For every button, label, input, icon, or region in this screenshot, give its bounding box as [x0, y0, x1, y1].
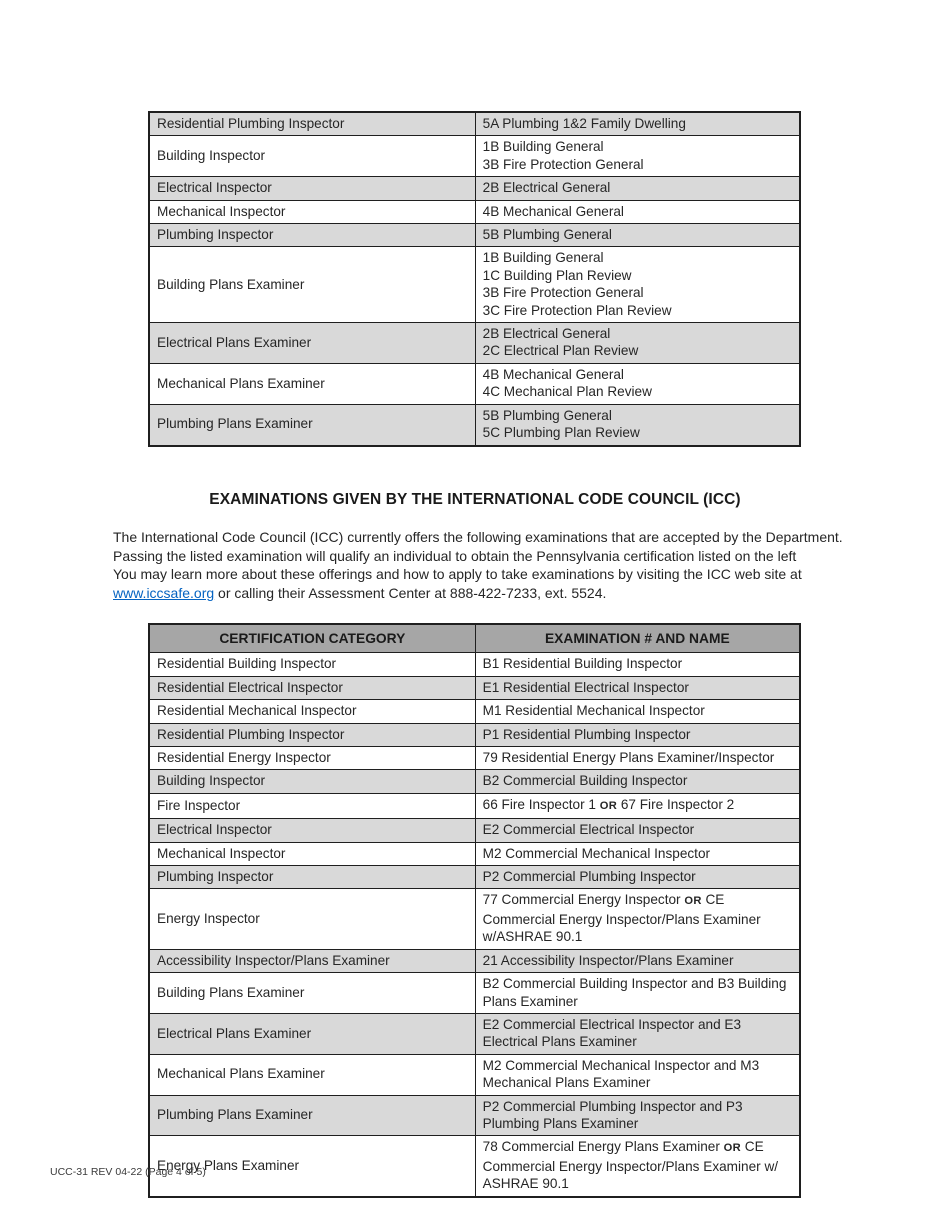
table-row — [149, 363, 800, 404]
table-row — [149, 653, 800, 676]
table-row — [149, 842, 800, 865]
certification-category-cell: Electrical Plans Examiner — [149, 323, 475, 364]
table-row — [149, 676, 800, 699]
certification-category-cell: Building Plans Examiner — [149, 247, 475, 323]
certification-category-cell: Residential Plumbing Inspector — [149, 112, 475, 136]
certification-category-cell: Plumbing Inspector — [149, 224, 475, 247]
certification-category-cell: Plumbing Plans Examiner — [149, 1095, 475, 1136]
certification-category-cell: Mechanical Inspector — [149, 200, 475, 223]
certification-category-cell: Plumbing Plans Examiner — [149, 404, 475, 445]
examination-cell: P1 Residential Plumbing Inspector — [475, 723, 800, 746]
examination-cell: 2B Electrical General — [475, 177, 800, 200]
examination-cell: P2 Commercial Plumbing Inspector — [475, 866, 800, 889]
or-conjunction: OR — [599, 799, 618, 812]
certification-category-cell: Plumbing Inspector — [149, 866, 475, 889]
examination-cell: P2 Commercial Plumbing Inspector and P3 Plumbing Plans Examiner — [475, 1095, 800, 1136]
intro-after-link-text: or calling their Assessment Center at 888-422-7233, ext. 5524. — [214, 585, 607, 602]
table-row — [149, 1095, 800, 1136]
icc-exams-table-section — [148, 623, 801, 1198]
table-row — [149, 1136, 800, 1197]
table-row — [149, 247, 800, 323]
examination-cell: 78 Commercial Energy Plans Examiner OR CE Commercial Energy Inspector/Plans Examiner w/ ASHRAE 90.1 — [475, 1136, 800, 1197]
table-row — [149, 404, 800, 445]
certification-category-cell: Energy Plans Examiner — [149, 1136, 475, 1197]
certification-category-cell: Electrical Plans Examiner — [149, 1013, 475, 1054]
table-row — [149, 700, 800, 723]
icc-exams-table-body — [149, 653, 800, 1197]
section-heading: EXAMINATIONS GIVEN BY THE INTERNATIONAL CODE COUNCIL (ICC) — [209, 491, 741, 508]
page-footer: UCC-31 REV 04-22 (Page 4 of 5) — [50, 1166, 206, 1178]
intro-line-2: Passing the listed examination will qualify an individual to obtain the Pennsylvania certification listed on the left — [113, 547, 797, 564]
examination-cell: E1 Residential Electrical Inspector — [475, 676, 800, 699]
examination-cell: 1B Building General 1C Building Plan Review 3B Fire Protection General 3C Fire Protection Plan Review — [475, 247, 800, 323]
table-row — [149, 866, 800, 889]
header-row — [149, 624, 800, 653]
intro-line-3: You may learn more about these offerings and how to apply to take examinations by visiting the ICC web site at — [113, 566, 802, 583]
certification-category-cell: Building Plans Examiner — [149, 973, 475, 1014]
table-row — [149, 949, 800, 972]
examination-cell: E2 Commercial Electrical Inspector and E3 Electrical Plans Examiner — [475, 1013, 800, 1054]
examination-cell: 66 Fire Inspector 1 OR 67 Fire Inspector 2 — [475, 793, 800, 818]
or-conjunction: OR — [684, 895, 702, 908]
table-row — [149, 136, 800, 177]
examination-cell: 5A Plumbing 1&2 Family Dwelling — [475, 112, 800, 136]
table-row — [149, 224, 800, 247]
table-row — [149, 112, 800, 136]
table-row — [149, 747, 800, 770]
examination-cell: M2 Commercial Mechanical Inspector — [475, 842, 800, 865]
icc-exams-table — [148, 623, 801, 1198]
certification-category-cell: Residential Plumbing Inspector — [149, 723, 475, 746]
table-row — [149, 1054, 800, 1095]
table-row — [149, 889, 800, 949]
examination-cell: B2 Commercial Building Inspector and B3 Building Plans Examiner — [475, 973, 800, 1014]
table-row — [149, 200, 800, 223]
certification-category-cell: Mechanical Plans Examiner — [149, 363, 475, 404]
table-row — [149, 177, 800, 200]
state-exams-table-body — [149, 112, 800, 446]
intro-line-4 — [113, 584, 858, 603]
table-row — [149, 1013, 800, 1054]
examination-cell: 2B Electrical General 2C Electrical Plan Review — [475, 323, 800, 364]
certification-category-cell: Building Inspector — [149, 770, 475, 793]
certification-category-cell: Residential Building Inspector — [149, 653, 475, 676]
table-row — [149, 723, 800, 746]
column-header-examination-name: EXAMINATION # AND NAME — [475, 624, 800, 653]
table-row — [149, 819, 800, 842]
examination-cell: M1 Residential Mechanical Inspector — [475, 700, 800, 723]
certification-category-cell: Residential Electrical Inspector — [149, 676, 475, 699]
certification-category-cell: Energy Inspector — [149, 889, 475, 949]
examination-cell: M2 Commercial Mechanical Inspector and M3 Mechanical Plans Examiner — [475, 1054, 800, 1095]
examination-cell: 77 Commercial Energy Inspector OR CE Commercial Energy Inspector/Plans Examiner w/ASHRAE 90.1 — [475, 889, 800, 949]
column-header-certification-category: CERTIFICATION CATEGORY — [149, 624, 475, 653]
icc-exams-table-head — [149, 624, 800, 653]
certification-category-cell: Accessibility Inspector/Plans Examiner — [149, 949, 475, 972]
intro-line-1: The International Code Council (ICC) currently offers the following examinations that are accepted by the Department. — [113, 529, 843, 545]
examination-cell: 4B Mechanical General 4C Mechanical Plan Review — [475, 363, 800, 404]
intro-paragraph — [113, 528, 858, 603]
or-conjunction: OR — [723, 1142, 741, 1155]
examination-cell: B2 Commercial Building Inspector — [475, 770, 800, 793]
table-row — [149, 770, 800, 793]
certification-category-cell: Mechanical Inspector — [149, 842, 475, 865]
certification-category-cell: Residential Energy Inspector — [149, 747, 475, 770]
examination-cell: 5B Plumbing General 5C Plumbing Plan Review — [475, 404, 800, 445]
examination-cell: 79 Residential Energy Plans Examiner/Inspector — [475, 747, 800, 770]
state-exams-table — [148, 111, 801, 447]
certification-category-cell: Mechanical Plans Examiner — [149, 1054, 475, 1095]
examination-cell: 21 Accessibility Inspector/Plans Examiner — [475, 949, 800, 972]
certification-category-cell: Electrical Inspector — [149, 819, 475, 842]
table-row — [149, 323, 800, 364]
examination-cell: 4B Mechanical General — [475, 200, 800, 223]
certification-category-cell: Electrical Inspector — [149, 177, 475, 200]
examination-cell: B1 Residential Building Inspector — [475, 653, 800, 676]
examination-cell: 1B Building General 3B Fire Protection General — [475, 136, 800, 177]
certification-category-cell: Building Inspector — [149, 136, 475, 177]
certification-category-cell: Fire Inspector — [149, 793, 475, 818]
table-row — [149, 973, 800, 1014]
certification-category-cell: Residential Mechanical Inspector — [149, 700, 475, 723]
examination-cell: 5B Plumbing General — [475, 224, 800, 247]
examination-cell: E2 Commercial Electrical Inspector — [475, 819, 800, 842]
iccsafe-link[interactable]: www.iccsafe.org — [113, 585, 215, 602]
table-row — [149, 793, 800, 818]
state-exams-table-section — [148, 111, 801, 447]
